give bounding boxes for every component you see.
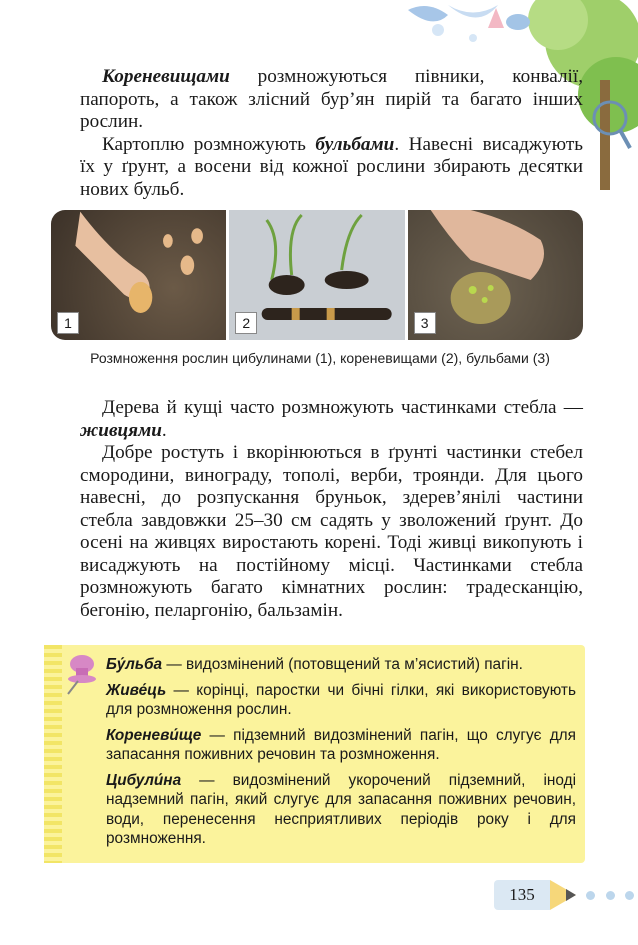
photo-number: 3 [414, 312, 436, 334]
page-number: 135 [494, 880, 550, 910]
photo-caption: Розмноження рослин цибулинами (1), кореневищами (2), бульбами (3) [90, 350, 550, 366]
glossary-entry-bulb: Цибули́на — видозмінений укорочений підземний, іноді надземний пагін, який слугує для запасання поживних речовин, води, перенесення несприятливих періодів року і для розмноження. [106, 771, 576, 847]
page-number-area [494, 880, 638, 912]
photo-tuber [408, 210, 583, 340]
photo-strip [51, 210, 583, 340]
photo-rhizomes [229, 210, 404, 340]
photo-number: 1 [57, 312, 79, 334]
paragraph-tubers: Картоплю розмножують бульбами. Навесні висаджують їх у ґрунт, а восени від кожної рослини збирають десятки нових бульб. [80, 133, 583, 200]
glossary-entry-rhizome: Кореневи́ще — підземний видозмінений пагін, що слугує для запасання поживних речовин та розмноження. [106, 726, 576, 763]
glossary-stripe [44, 645, 62, 863]
glossary-entry-cutting: Живе́ць — корінці, паростки чи бічні гілки, які використовують для розмноження рослин. [106, 681, 576, 718]
glossary-entries [106, 655, 576, 855]
paragraph-rooting: Добре ростуть і вкорінюються в ґрунті частинки стебел смородини, винограду, тополі, верби, троянди. Для цього навесні, до розпускання бруньок, здерев’янілі частини стебла завдовжки 25–30 см садять у зволожений ґрунт. До осені на живцях виростають корені. Тоді живці викопують і висаджують на постійному місці. Частинками стебла розмножують багато кімнатних рослин: традесканцію, бегонію, пеларгонію, бальзамін. [80, 442, 583, 621]
glossary-entry-tuber: Бу́льба — видозмінений (потовщений та м’ясистий) пагін. [106, 656, 523, 673]
decor-dot [606, 891, 615, 900]
photo-bulbs [51, 210, 226, 340]
photo-number: 2 [235, 312, 257, 334]
decor-dot [586, 891, 595, 900]
paragraph-cuttings: Дерева й кущі часто розмножують частинками стебла — живцями. [80, 397, 583, 441]
paragraph-rhizomes: Кореневищами розмножуються півники, конвалії, папороть, а також злісний бур’ян пирій та багато інших рослин. [80, 66, 583, 132]
decor-dot [625, 891, 634, 900]
top-text [80, 66, 583, 201]
pencil-tip-icon [550, 880, 576, 910]
middle-text [80, 397, 583, 622]
pin-icon [62, 652, 98, 696]
